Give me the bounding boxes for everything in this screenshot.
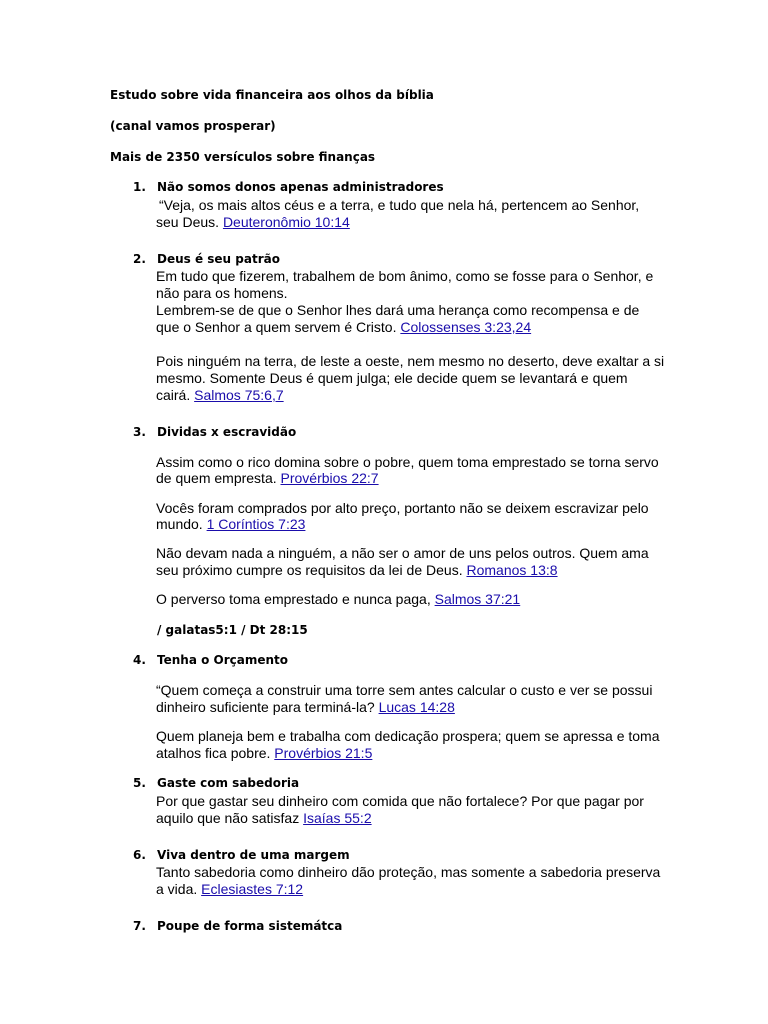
verse-reference-link[interactable]: Provérbios 22:7 xyxy=(280,470,379,486)
section-number: 4. xyxy=(133,653,146,667)
verse-reference-link[interactable]: Provérbios 21:5 xyxy=(274,745,373,761)
verse-text-line xyxy=(156,319,531,336)
section-number: 2. xyxy=(133,252,146,266)
verse-text: dinheiro suficiente para terminá-la? xyxy=(156,699,375,715)
verse-text: Tanto sabedoria como dinheiro dão proteção, mas somente a sabedoria preserva xyxy=(156,864,661,880)
section-heading: Viva dentro de uma margem xyxy=(157,848,350,862)
verse-text: mundo. xyxy=(156,516,203,532)
verse-text: Não devam nada a ninguém, a não ser o amor de uns pelos outros. Quem ama xyxy=(156,545,649,561)
verse-reference-link[interactable]: Isaías 55:2 xyxy=(303,810,372,826)
verse-count-line: Mais de 2350 versículos sobre finanças xyxy=(110,150,376,164)
section-number: 7. xyxy=(133,919,146,933)
verse-text-line xyxy=(156,881,303,898)
verse-text: cairá. xyxy=(156,387,191,403)
section-heading: Tenha o Orçamento xyxy=(157,653,289,667)
verse-reference-link[interactable]: Romanos 13:8 xyxy=(466,562,558,578)
verse-reference-link[interactable]: Salmos 37:21 xyxy=(434,591,521,607)
section-heading: Gaste com sabedoria xyxy=(157,776,300,790)
verse-text-line xyxy=(156,562,558,579)
verse-text: atalhos fica pobre. xyxy=(156,745,271,761)
verse-text-line xyxy=(156,470,379,487)
verse-reference-link[interactable]: 1 Coríntios 7:23 xyxy=(206,516,306,532)
verse-text-line xyxy=(156,745,372,762)
verse-text: Assim como o rico domina sobre o pobre, quem toma emprestado se torna servo xyxy=(156,454,659,470)
verse-reference-link[interactable]: Lucas 14:28 xyxy=(378,699,455,715)
section-heading: Poupe de forma sistemátca xyxy=(157,919,343,933)
section-number: 6. xyxy=(133,848,146,862)
verse-text: O perverso toma emprestado e nunca paga, xyxy=(156,591,431,607)
verse-text-line xyxy=(156,214,350,231)
verse-text: não para os homens. xyxy=(156,285,288,301)
verse-text-line xyxy=(156,810,372,827)
verse-text: “Veja, os mais altos céus e a terra, e tudo que nela há, pertencem ao Senhor, xyxy=(159,197,640,213)
verse-text: aquilo que não satisfaz xyxy=(156,810,300,826)
verse-text: Por que gastar seu dinheiro com comida que não fortalece? Por que pagar por xyxy=(156,793,644,809)
section-number: 5. xyxy=(133,776,146,790)
verse-text: Quem planeja bem e trabalha com dedicação prospera; quem se apressa e toma xyxy=(156,728,660,744)
verse-text: Vocês foram comprados por alto preço, portanto não se deixem escravizar pelo xyxy=(156,500,649,516)
section-heading: Deus é seu patrão xyxy=(157,252,280,266)
verse-text: “Quem começa a construir uma torre sem antes calcular o custo e ver se possui xyxy=(156,682,653,698)
section-number: 1. xyxy=(133,180,146,194)
verse-reference-link[interactable]: Colossenses 3:23,24 xyxy=(400,319,532,335)
verse-text: Lembrem-se de que o Senhor lhes dará uma herança como recompensa e de xyxy=(156,302,640,318)
section-heading: Dividas x escravidão xyxy=(157,425,297,439)
verse-reference-link[interactable]: Eclesiastes 7:12 xyxy=(201,881,304,897)
verse-text-line xyxy=(156,387,284,404)
verse-reference-link[interactable]: Deuteronômio 10:14 xyxy=(222,214,350,230)
verse-text: Pois ninguém na terra, de leste a oeste, nem mesmo no deserto, deve exaltar a si xyxy=(156,353,665,369)
verse-text: seu próximo cumpre os requisitos da lei de Deus. xyxy=(156,562,463,578)
verse-text-line xyxy=(156,699,455,716)
verse-text: mesmo. Somente Deus é quem julga; ele decide quem se levantará e quem xyxy=(156,370,628,386)
verse-text: que o Senhor a quem servem é Cristo. xyxy=(156,319,397,335)
verse-text: de quem empresta. xyxy=(156,470,277,486)
verse-text-line xyxy=(156,516,305,533)
extra-references: / galatas5:1 / Dt 28:15 xyxy=(157,623,308,637)
document-title: Estudo sobre vida financeira aos olhos da bíblia xyxy=(110,88,434,102)
verse-text-line xyxy=(156,591,520,608)
section-heading: Não somos donos apenas administradores xyxy=(157,180,444,194)
section-number: 3. xyxy=(133,425,146,439)
verse-text: seu Deus. xyxy=(156,214,220,230)
channel-subtitle: (canal vamos prosperar) xyxy=(110,119,276,133)
verse-reference-link[interactable]: Salmos 75:6,7 xyxy=(194,387,284,403)
verse-text: Em tudo que fizerem, trabalhem de bom ânimo, como se fosse para o Senhor, e xyxy=(156,268,654,284)
verse-text: a vida. xyxy=(156,881,198,897)
